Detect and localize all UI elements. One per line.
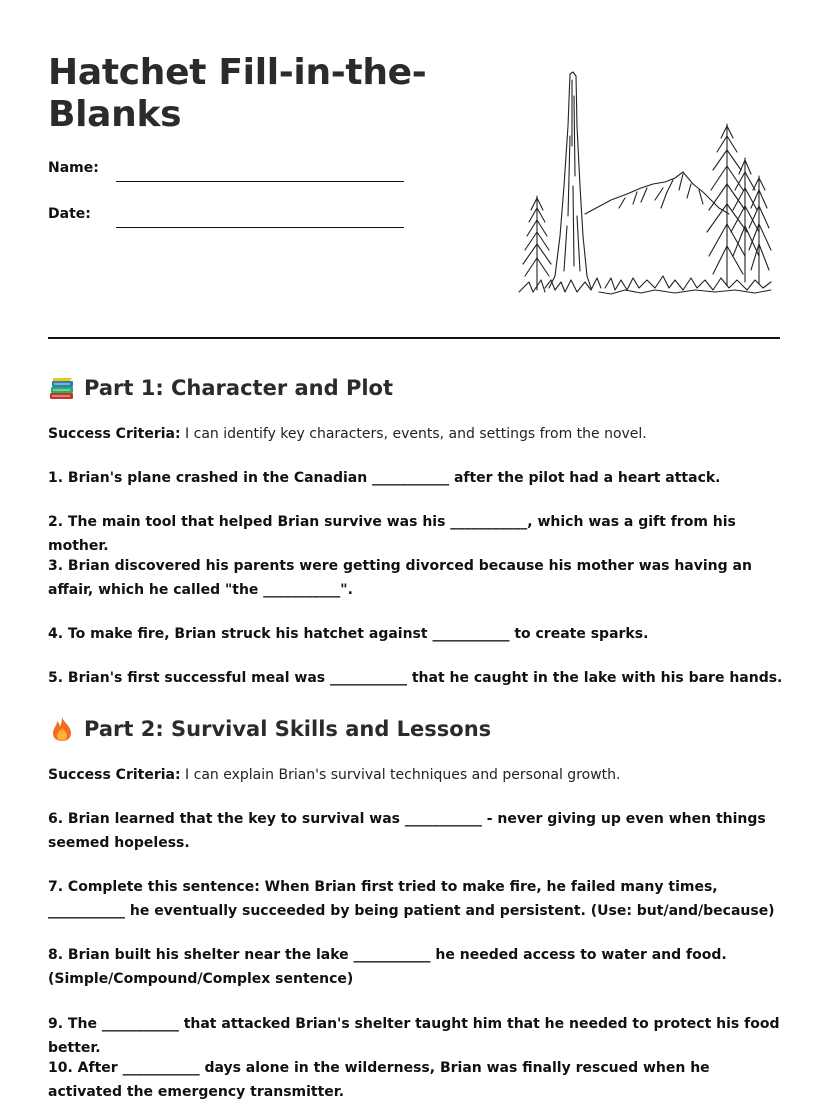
part2-success-criteria	[48, 767, 788, 783]
criteria-label: Success Criteria:	[48, 426, 181, 442]
part1-success-criteria	[48, 426, 788, 442]
question-10[interactable]: 10. After ___________ days alone in the wilderness, Brian was finally rescued when he activated the emergency transmitter.	[48, 1060, 710, 1100]
part2-heading-text: Part 2: Survival Skills and Lessons	[84, 717, 492, 741]
date-field-line[interactable]	[116, 227, 404, 228]
question-5[interactable]: 5. Brian's first successful meal was ___________ that he caught in the lake with his bare hands.	[48, 670, 783, 686]
forest-mountain-illustration	[515, 66, 775, 306]
date-label: Date:	[48, 206, 91, 222]
part1-heading-text: Part 1: Character and Plot	[84, 376, 394, 400]
section-divider	[48, 337, 780, 339]
question-7[interactable]: 7. Complete this sentence: When Brian first tried to make fire, he failed many times, ___________ he eventually succeeded by being patient and persistent. (Use: but/and/because)	[48, 879, 775, 919]
question-2[interactable]: 2. The main tool that helped Brian survive was his ___________, which was a gift from his mother.	[48, 514, 736, 554]
page-title: Hatchet Fill-in-the-Blanks	[48, 52, 427, 135]
question-4[interactable]: 4. To make fire, Brian struck his hatchet against ___________ to create sparks.	[48, 626, 649, 642]
question-9[interactable]: 9. The ___________ that attacked Brian's shelter taught him that he needed to protect his food better.	[48, 1016, 780, 1056]
question-8[interactable]: 8. Brian built his shelter near the lake ___________ he needed access to water and food. (Simple/Compound/Complex sentence)	[48, 947, 727, 987]
question-1[interactable]: 1. Brian's plane crashed in the Canadian ___________ after the pilot had a heart attack.	[48, 470, 721, 486]
part1-heading	[48, 374, 393, 402]
question-3[interactable]: 3. Brian discovered his parents were getting divorced because his mother was having an affair, which he called "the ___________".	[48, 558, 752, 598]
question-6[interactable]: 6. Brian learned that the key to survival was ___________ - never giving up even when things seemed hopeless.	[48, 811, 766, 851]
name-label: Name:	[48, 160, 99, 176]
criteria-text: I can explain Brian's survival techniques and personal growth.	[180, 767, 621, 783]
fire-icon	[48, 715, 76, 743]
part2-heading	[48, 715, 491, 743]
criteria-label: Success Criteria:	[48, 767, 181, 783]
criteria-text: I can identify key characters, events, and settings from the novel.	[180, 426, 647, 442]
name-field-line[interactable]	[116, 181, 404, 182]
books-icon	[48, 374, 76, 402]
